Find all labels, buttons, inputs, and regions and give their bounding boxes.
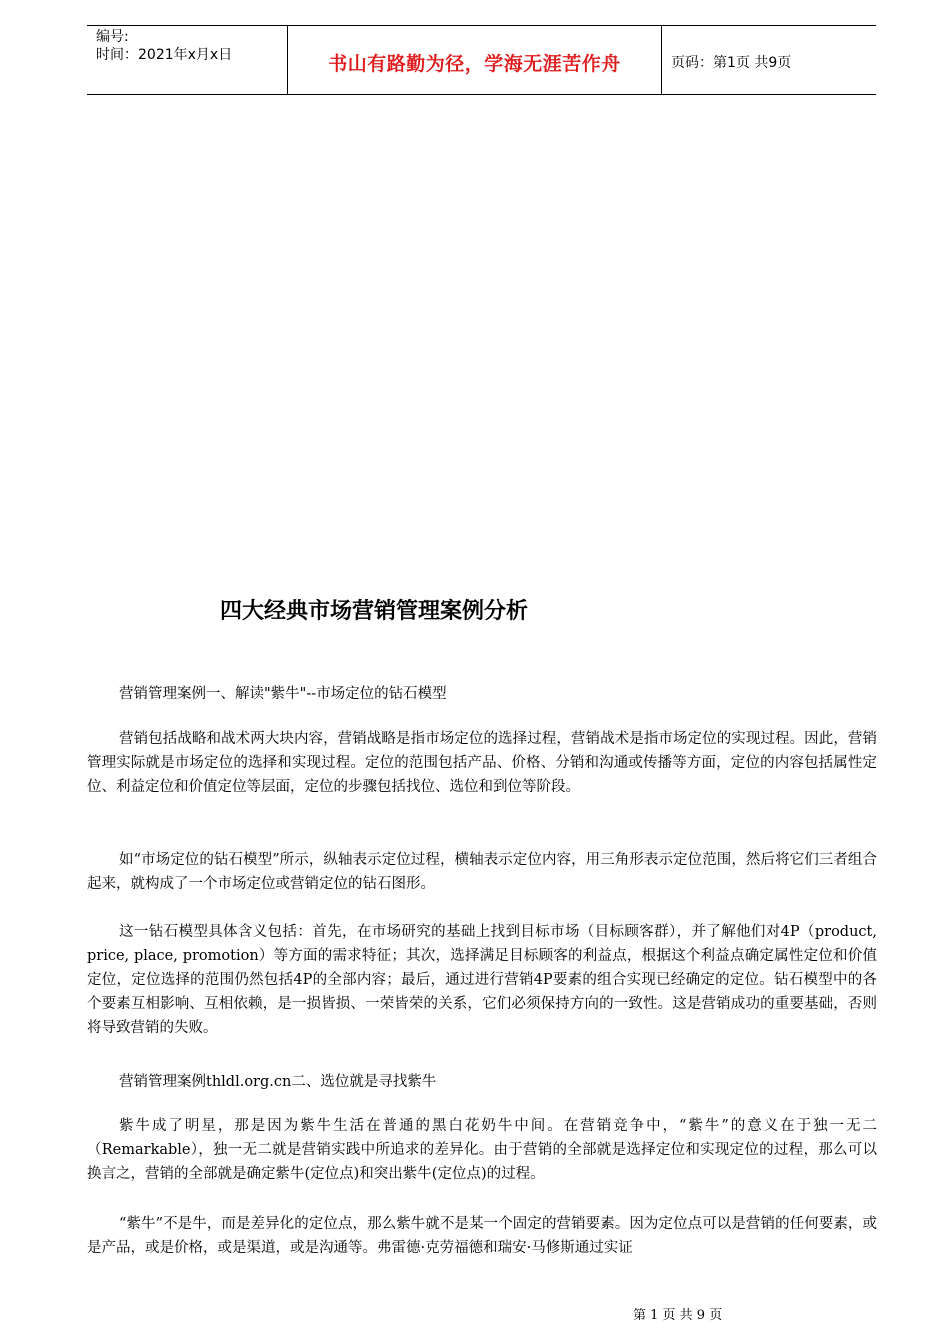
- header-right-cell: [661, 26, 876, 94]
- document-title: 四大经典市场营销管理案例分析: [220, 599, 529, 624]
- header-motto-cell: [287, 26, 662, 94]
- page-header: [87, 25, 876, 95]
- paragraph-2: 如“市场定位的钻石模型”所示，纵轴表示定位过程，横轴表示定位内容，用三角形表示定位范围，然后将它们三者组合起来，就构成了一个市场定位或营销定位的钻石图形。: [87, 852, 877, 892]
- paragraph-3: 这一钻石模型具体含义包括：首先，在市场研究的基础上找到目标市场（目标顾客群），并了解他们对4P（product, price, place, promotion）等方面的需求特征；其次，选择满足目标顾客的利益点，根据这个利益点确定属性定位和价值定位，定位选择的范围仍然包括4P的全部内容；最后，通过进行营销4P要素的组合实现已经确定的定位。钻石模型中的各个要素互相影响、互相依赖，是一损皆损、一荣皆荣的关系，它们必须保持方向的一致性。这是营销成功的重要基础，否则将导致营销的失败。: [87, 924, 877, 1036]
- paragraph-5: “紫牛”不是牛，而是差异化的定位点，那么紫牛就不是某一个固定的营销要素。因为定位点可以是营销的任何要素，或是产品，或是价格，或是渠道，或是沟通等。弗雷德·克劳福德和瑞安·马修斯通过实证: [87, 1216, 877, 1256]
- header-page-info: 页码：第1页 共9页: [671, 55, 792, 71]
- paragraph-4: 紫牛成了明星，那是因为紫牛生活在普通的黑白花奶牛中间。在营销竞争中，“紫牛”的意义在于独一无二（Remarkable），独一无二就是营销实践中所追求的差异化。由于营销的全部就是选择定位和实现定位的过程，那么可以换言之，营销的全部就是确定紫牛(定位点)和突出紫牛(定位点)的过程。: [87, 1118, 877, 1182]
- number-label: 编号:: [96, 29, 129, 45]
- case2-heading: 营销管理案例thldl.org.cn二、选位就是寻找紫牛: [119, 1074, 437, 1090]
- time-label: 时间：2021年x月x日: [96, 47, 233, 63]
- page-footer: 第 1 页 共 9 页: [633, 1308, 723, 1323]
- motto-text: 书山有路勤为径，学海无涯苦作舟: [328, 53, 621, 75]
- paragraph-1: 营销包括战略和战术两大块内容，营销战略是指市场定位的选择过程，营销战术是指市场定位的实现过程。因此，营销管理实际就是市场定位的选择和实现过程。定位的范围包括产品、价格、分销和沟通或传播等方面，定位的内容包括属性定位、利益定位和价值定位等层面，定位的步骤包括找位、选位和到位等阶段。: [87, 731, 877, 795]
- header-left-cell: [87, 26, 287, 94]
- case1-heading: 营销管理案例一、解读"紫牛"--市场定位的钻石模型: [119, 686, 447, 702]
